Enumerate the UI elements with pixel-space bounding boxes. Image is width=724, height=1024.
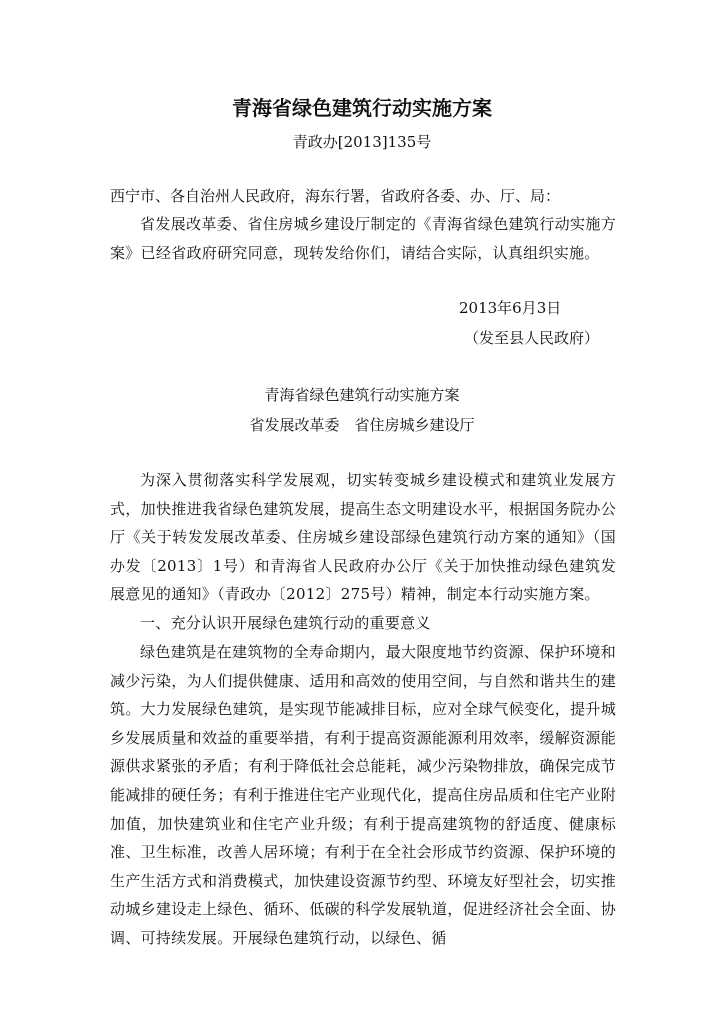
- plan-subtitle: 青海省绿色建筑行动实施方案: [264, 386, 460, 404]
- document-title: 青海省绿色建筑行动实施方案: [232, 96, 492, 120]
- issue-date: 2013年6月3日: [459, 299, 562, 317]
- document-number: 青政办[2013]135号: [292, 133, 432, 151]
- notice-paragraph: 省发展改革委、省住房城乡建设厅制定的《青海省绿色建筑行动实施方案》已经省政府研究同意，现转发给你们，请结合实际，认真组织实施。: [110, 215, 616, 262]
- intro-paragraph: 为深入贯彻落实科学发展观，切实转变城乡建设模式和建筑业发展方式，加快推进我省绿色建筑发展，提高生态文明建设水平，根据国务院办公厅《关于转发发展改革委、住房城乡建设部绿色建筑行动方案的通知》（国办发〔2013〕1号）和青海省人民政府办公厅《关于加快推动绿色建筑发展意见的通知》（青政办〔2012〕275号）精神，制定本行动实施方案。: [110, 471, 616, 604]
- plan-issuers: 省发展改革委 省住房城乡建设厅: [249, 416, 475, 434]
- section-1-paragraph: 绿色建筑是在建筑物的全寿命期内，最大限度地节约资源、保护环境和减少污染，为人们提供健康、适用和高效的使用空间，与自然和谐共生的建筑。大力发展绿色建筑，是实现节能减排目标，应对全球气候变化，提升城乡发展质量和效益的重要举措，有利于提高资源能源利用效率，缓解资源能源供求紧张的矛盾；有利于降低社会总能耗，减少污染物排放，确保完成节能减排的硬任务；有利于推进住宅产业现代化，提高住房品质和住宅产业附加值，加快建筑业和住宅产业升级；有利于提高建筑物的舒适度、健康标准、卫生标准，改善人居环境；有利于在全社会形成节约资源、保护环境的生产生活方式和消费模式，加快建设资源节约型、环境友好型社会，切实推动城乡建设走上绿色、循环、低碳的科学发展轨道，促进经济社会全面、协调、可持续发展。开展绿色建筑行动，以绿色、循: [110, 643, 616, 947]
- addressee-line: 西宁市、各自治州人民政府，海东行署，省政府各委、办、厅、局：: [110, 187, 561, 205]
- section-heading-1: 一、充分认识开展绿色建筑行动的重要意义: [140, 614, 431, 632]
- distribution-note: （发至县人民政府）: [464, 329, 600, 347]
